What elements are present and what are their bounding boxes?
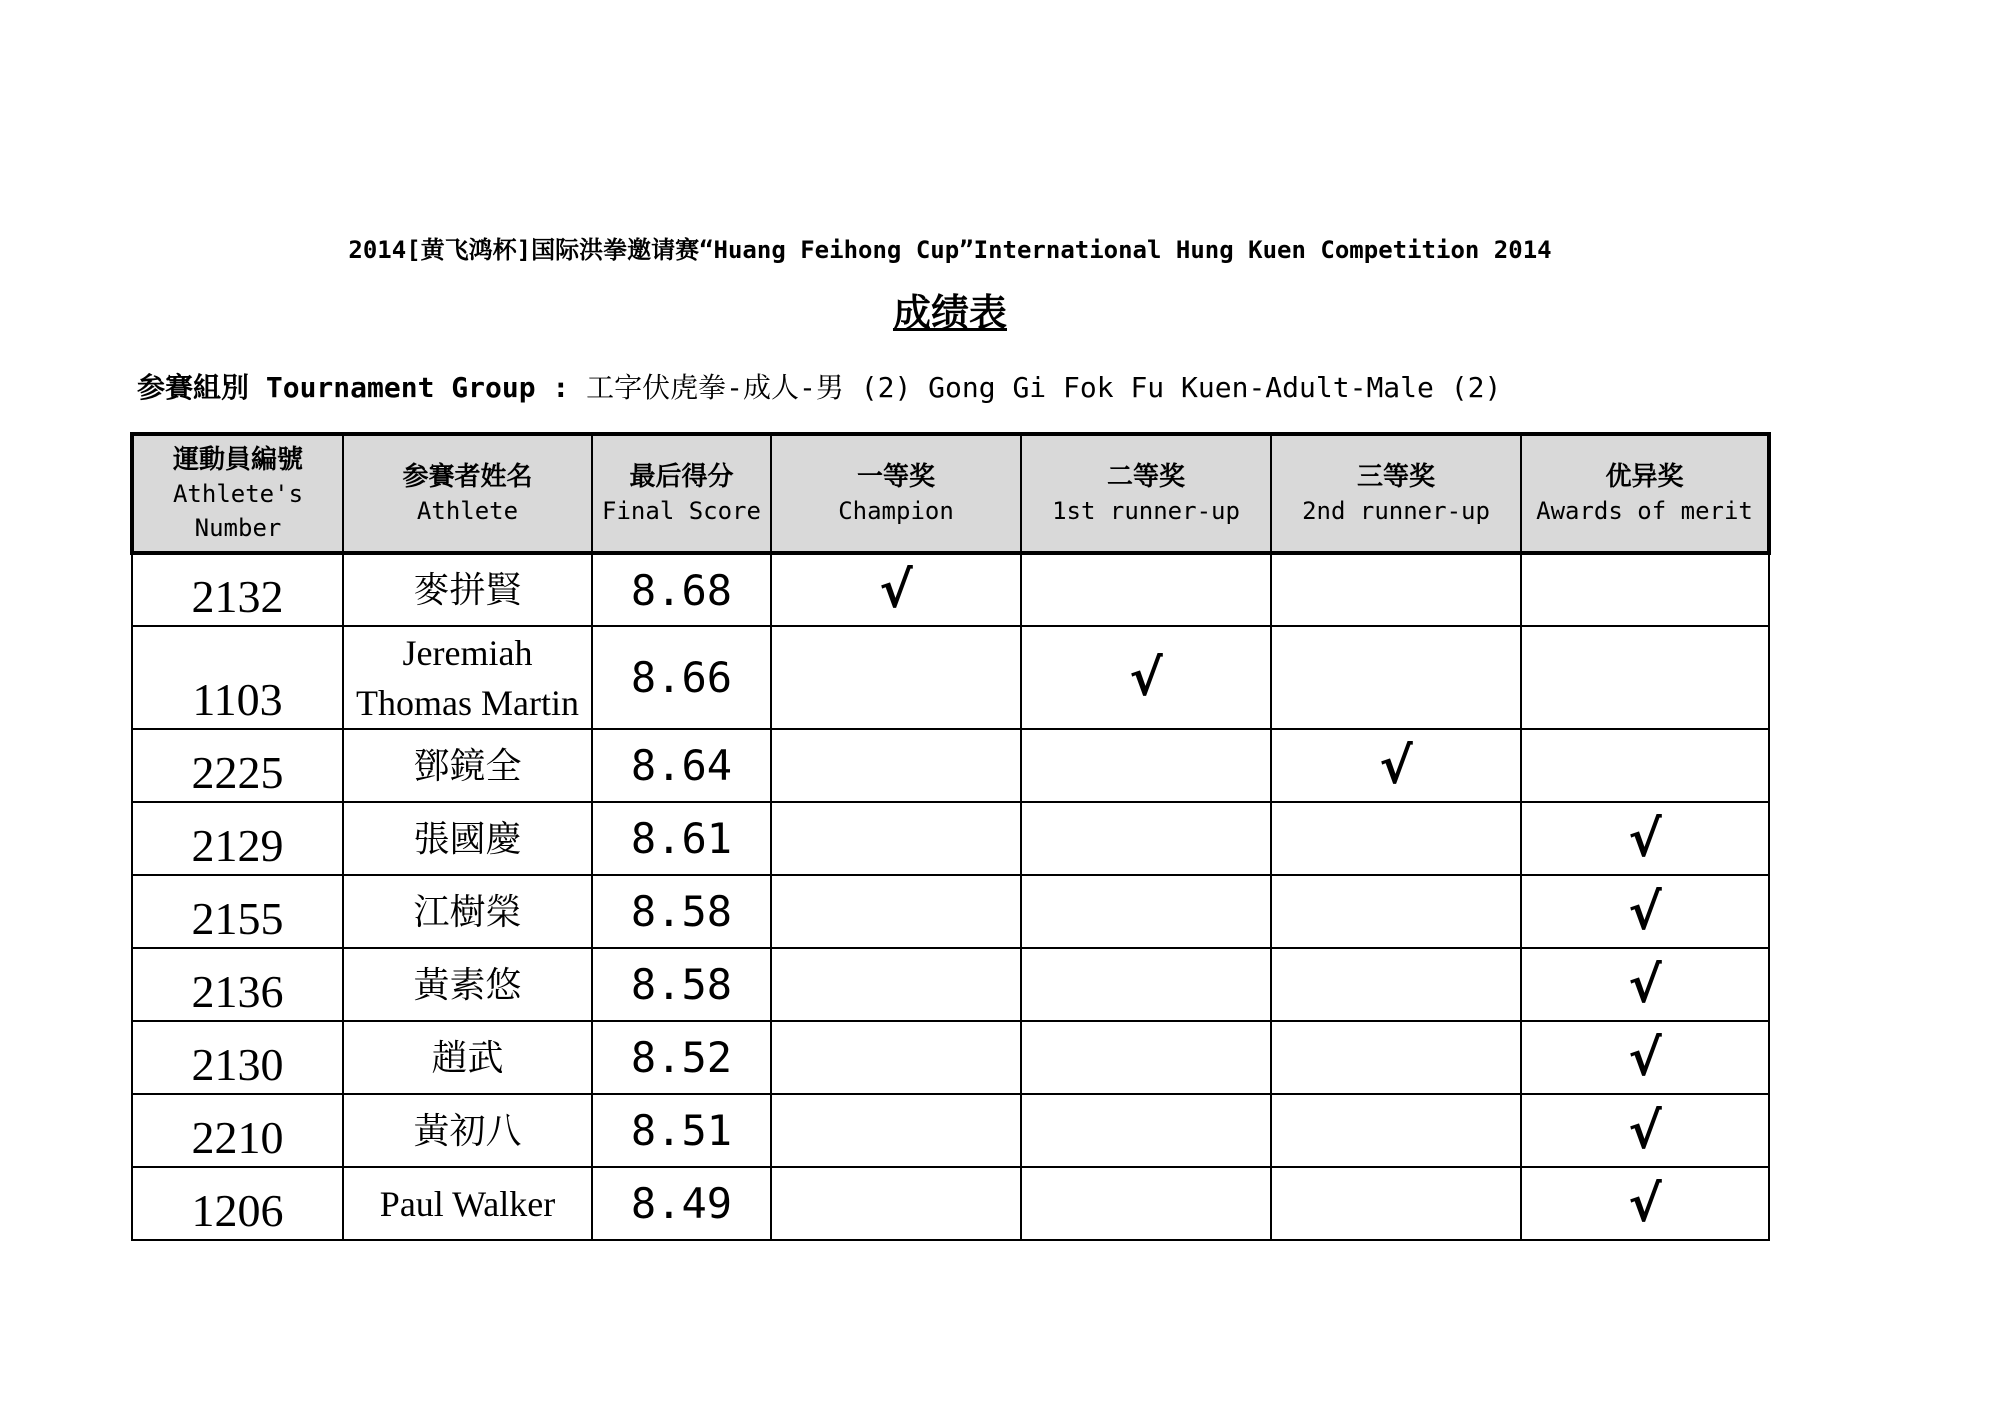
champion-check [771, 875, 1021, 948]
table-row [132, 875, 1769, 948]
header-awards-of-merit [1521, 434, 1769, 553]
header-awards-of-merit-cn: 优异奖 [1605, 461, 1684, 492]
final-score: 8.49 [592, 1167, 771, 1240]
results-table [130, 432, 1771, 1241]
final-score: 8.51 [592, 1094, 771, 1167]
first-runner-up-check [1021, 729, 1271, 802]
second-runner-up-check [1271, 553, 1521, 626]
header-athlete-number [132, 434, 343, 553]
header-second-runner-up [1271, 434, 1521, 553]
athlete-number: 2155 [132, 875, 343, 948]
header-champion-cn: 一等奖 [856, 461, 935, 492]
merit-check [1521, 626, 1769, 729]
final-score: 8.66 [592, 626, 771, 729]
athlete-name: 黃初八 [343, 1094, 592, 1167]
athlete-number: 2129 [132, 802, 343, 875]
merit-check: √ [1521, 1021, 1769, 1094]
champion-check [771, 1167, 1021, 1240]
header-athlete [343, 434, 592, 553]
header-final-score-cn: 最后得分 [629, 461, 734, 492]
first-runner-up-check: √ [1021, 626, 1271, 729]
table-row [132, 948, 1769, 1021]
athlete-number: 1206 [132, 1167, 343, 1240]
athlete-name: 趙武 [343, 1021, 592, 1094]
champion-check [771, 802, 1021, 875]
header-first-runner-up-en: 1st runner-up [1052, 496, 1240, 525]
second-runner-up-check [1271, 626, 1521, 729]
champion-check [771, 1094, 1021, 1167]
final-score: 8.58 [592, 875, 771, 948]
table-body [132, 553, 1769, 1240]
champion-check [771, 1021, 1021, 1094]
first-runner-up-check [1021, 1167, 1271, 1240]
table-header [132, 434, 1769, 553]
table-row [132, 553, 1769, 626]
header-athlete-number-en: Athlete's Number [172, 479, 304, 542]
header-athlete-en: Athlete [416, 496, 519, 525]
page-title: 2014[黄飞鸿杯]国际洪拳邀请赛“Huang Feihong Cup”International Hung Kuen Competition 2014 [348, 236, 1552, 264]
merit-check: √ [1521, 875, 1769, 948]
athlete-name: 江樹榮 [343, 875, 592, 948]
merit-check: √ [1521, 1167, 1769, 1240]
header-final-score-en: Final Score [602, 496, 761, 525]
final-score: 8.64 [592, 729, 771, 802]
header-second-runner-up-en: 2nd runner-up [1302, 496, 1490, 525]
second-runner-up-check [1271, 875, 1521, 948]
table-row [132, 1094, 1769, 1167]
table-row [132, 1167, 1769, 1240]
athlete-name: 張國慶 [343, 802, 592, 875]
first-runner-up-check [1021, 1094, 1271, 1167]
first-runner-up-check [1021, 1021, 1271, 1094]
header-athlete-cn: 参賽者姓名 [402, 461, 533, 492]
second-runner-up-check [1271, 1021, 1521, 1094]
header-athlete-number-cn: 運動員編號 [172, 444, 303, 475]
merit-check: √ [1521, 1094, 1769, 1167]
merit-check: √ [1521, 802, 1769, 875]
header-first-runner-up [1021, 434, 1271, 553]
tournament-group [137, 366, 1501, 406]
athlete-number: 2136 [132, 948, 343, 1021]
athlete-number: 2130 [132, 1021, 343, 1094]
final-score: 8.68 [592, 553, 771, 626]
athlete-name: Paul Walker [343, 1167, 592, 1240]
final-score: 8.61 [592, 802, 771, 875]
champion-check [771, 729, 1021, 802]
first-runner-up-check [1021, 875, 1271, 948]
athlete-number: 2132 [132, 553, 343, 626]
athlete-name: Jeremiah Thomas Martin [343, 626, 592, 729]
header-champion-en: Champion [838, 496, 954, 525]
second-runner-up-check: √ [1271, 729, 1521, 802]
header-champion [771, 434, 1021, 553]
first-runner-up-check [1021, 553, 1271, 626]
table-row [132, 729, 1769, 802]
athlete-name: 麥拼賢 [343, 553, 592, 626]
merit-check: √ [1521, 948, 1769, 1021]
header-first-runner-up-cn: 二等奖 [1106, 461, 1185, 492]
first-runner-up-check [1021, 802, 1271, 875]
page-subtitle: 成绩表 [892, 291, 1007, 335]
athlete-number: 2210 [132, 1094, 343, 1167]
final-score: 8.58 [592, 948, 771, 1021]
champion-check: √ [771, 553, 1021, 626]
second-runner-up-check [1271, 802, 1521, 875]
final-score: 8.52 [592, 1021, 771, 1094]
merit-check [1521, 553, 1769, 626]
champion-check [771, 626, 1021, 729]
tournament-group-label: 参賽組別 Tournament Group : [137, 371, 570, 404]
athlete-number: 1103 [132, 626, 343, 729]
champion-check [771, 948, 1021, 1021]
tournament-group-value: 工字伏虎拳-成人-男 (2) Gong Gi Fok Fu Kuen-Adult-Male (2) [586, 371, 1502, 404]
header-awards-of-merit-en: Awards of merit [1536, 496, 1753, 525]
athlete-number: 2225 [132, 729, 343, 802]
merit-check [1521, 729, 1769, 802]
second-runner-up-check [1271, 1167, 1521, 1240]
second-runner-up-check [1271, 1094, 1521, 1167]
second-runner-up-check [1271, 948, 1521, 1021]
first-runner-up-check [1021, 948, 1271, 1021]
table-row [132, 802, 1769, 875]
header-second-runner-up-cn: 三等奖 [1356, 461, 1435, 492]
table-row [132, 1021, 1769, 1094]
table-row [132, 626, 1769, 729]
athlete-name: 黃素悠 [343, 948, 592, 1021]
athlete-name: 鄧鏡全 [343, 729, 592, 802]
header-final-score [592, 434, 771, 553]
header-row [132, 434, 1769, 553]
